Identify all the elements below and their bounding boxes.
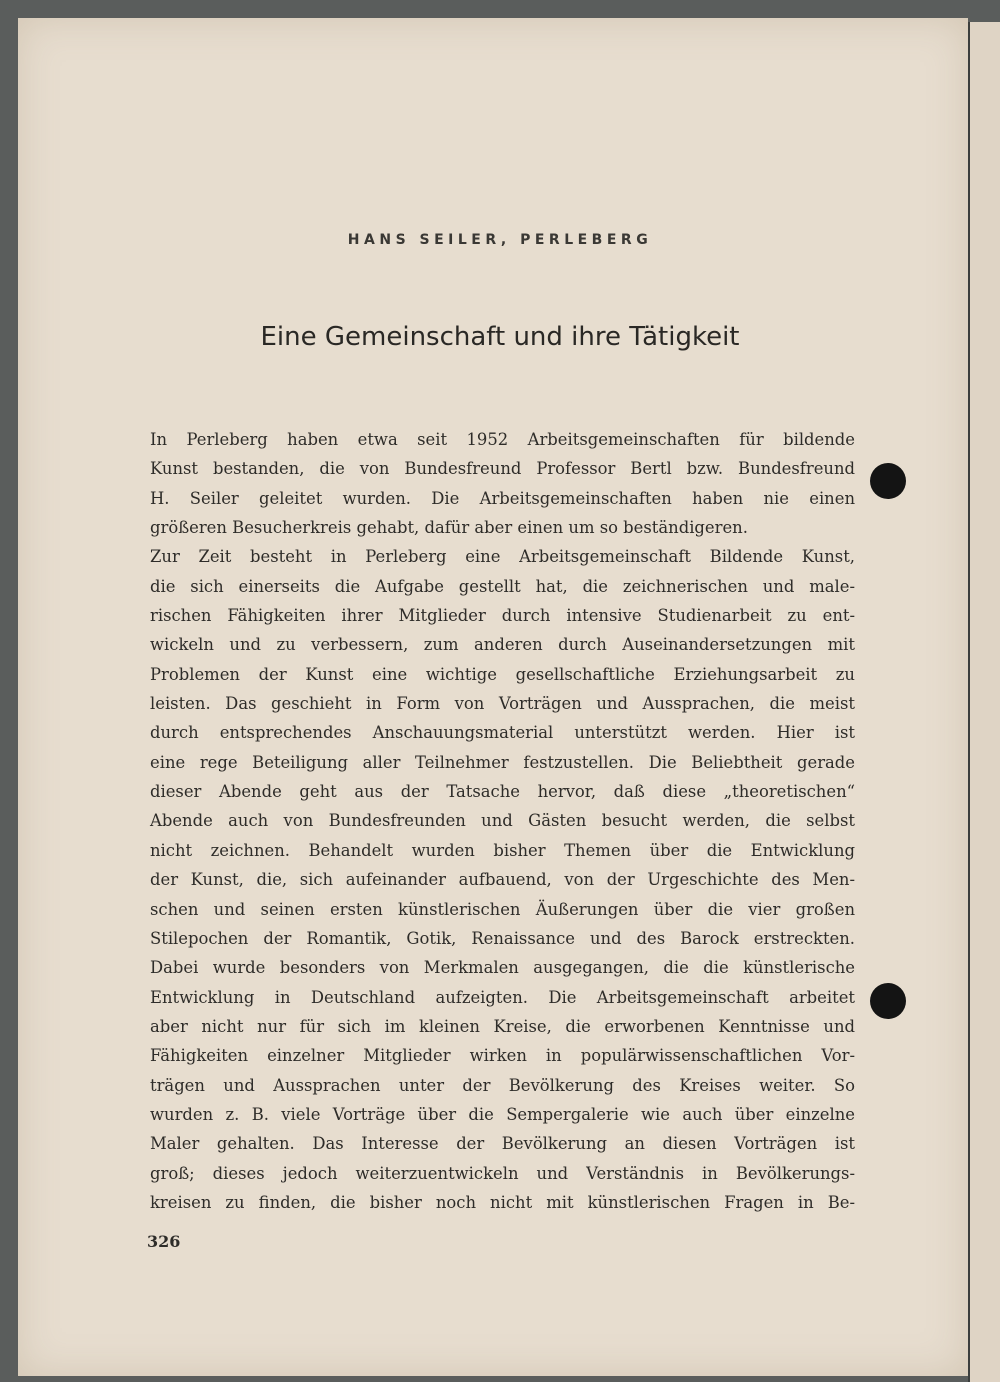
- text-line: wickeln und zu verbessern, zum anderen durch Auseinandersetzungen mit: [150, 635, 855, 655]
- text-line: In Perleberg haben etwa seit 1952 Arbeitsgemeinschaften für bildende: [150, 430, 855, 449]
- punch-hole: [870, 983, 906, 1019]
- text-line: die sich einerseits die Aufgabe gestellt hat, die zeichnerischen und male-: [150, 576, 855, 596]
- text-line: der Kunst, die, sich aufeinander aufbauend, von der Urgeschichte des Men-: [150, 870, 855, 890]
- text-line: aber nicht nur für sich im kleinen Kreise, die erworbenen Kenntnisse und: [150, 1016, 855, 1036]
- text-line: dieser Abende geht aus der Tatsache hervor, daß diese „theoretischen“: [150, 782, 855, 802]
- adjacent-page-edge: [968, 22, 1000, 1382]
- text-line: nicht zeichnen. Behandelt wurden bisher Themen über die Entwicklung: [150, 840, 855, 860]
- text-line: Kunst bestanden, die von Bundesfreund Professor Bertl bzw. Bundesfreund: [150, 459, 855, 479]
- text-line: Fähigkeiten einzelner Mitglieder wirken in populärwissenschaftlichen Vor-: [150, 1046, 855, 1066]
- author-byline: HANS SEILER, PERLEBERG: [347, 232, 653, 248]
- text-line: H. Seiler geleitet wurden. Die Arbeitsgemeinschaften haben nie einen: [150, 488, 855, 508]
- text-line: kreisen zu finden, die bisher noch nicht mit künstlerischen Fragen in Be-: [150, 1192, 855, 1212]
- text-line: größeren Besucherkreis gehabt, dafür aber einen um so beständigeren.: [150, 518, 748, 538]
- text-line: wurden z. B. viele Vorträge über die Sempergalerie wie auch über einzelne: [150, 1104, 855, 1124]
- text-line: Entwicklung in Deutschland aufzeigten. Die Arbeitsgemeinschaft arbeitet: [150, 987, 855, 1007]
- text-line: leisten. Das geschieht in Form von Vorträgen und Aussprachen, die meist: [150, 694, 855, 714]
- article-body: [150, 425, 855, 1217]
- text-line: groß; dieses jedoch weiterzuentwickeln und Verständnis in Bevölkerungs-: [150, 1163, 855, 1183]
- text-line: Stilepochen der Romantik, Gotik, Renaissance und des Barock erstreckten.: [150, 928, 855, 948]
- text-line: Dabei wurde besonders von Merkmalen ausgegangen, die die künstlerische: [150, 958, 855, 978]
- punch-hole: [870, 463, 906, 499]
- text-line: eine rege Beteiligung aller Teilnehmer festzustellen. Die Beliebtheit gerade: [150, 752, 855, 772]
- text-line: Maler gehalten. Das Interesse der Bevölkerung an diesen Vorträgen ist: [150, 1134, 855, 1154]
- page-number: 326: [147, 1232, 181, 1251]
- text-line: rischen Fähigkeiten ihrer Mitglieder durch intensive Studienarbeit zu ent-: [150, 606, 855, 626]
- text-line: trägen und Aussprachen unter der Bevölkerung des Kreises weiter. So: [150, 1075, 855, 1095]
- text-line: schen und seinen ersten künstlerischen Äußerungen über die vier großen: [150, 899, 855, 919]
- text-line: Abende auch von Bundesfreunden und Gästen besucht werden, die selbst: [150, 811, 855, 831]
- article-title: Eine Gemeinschaft und ihre Tätigkeit: [260, 322, 740, 352]
- text-line: Problemen der Kunst eine wichtige gesellschaftliche Erziehungsarbeit zu: [150, 664, 855, 684]
- text-line: durch entsprechendes Anschauungsmaterial unterstützt werden. Hier ist: [150, 723, 855, 743]
- text-line: Zur Zeit besteht in Perleberg eine Arbeitsgemeinschaft Bildende Kunst,: [150, 547, 855, 567]
